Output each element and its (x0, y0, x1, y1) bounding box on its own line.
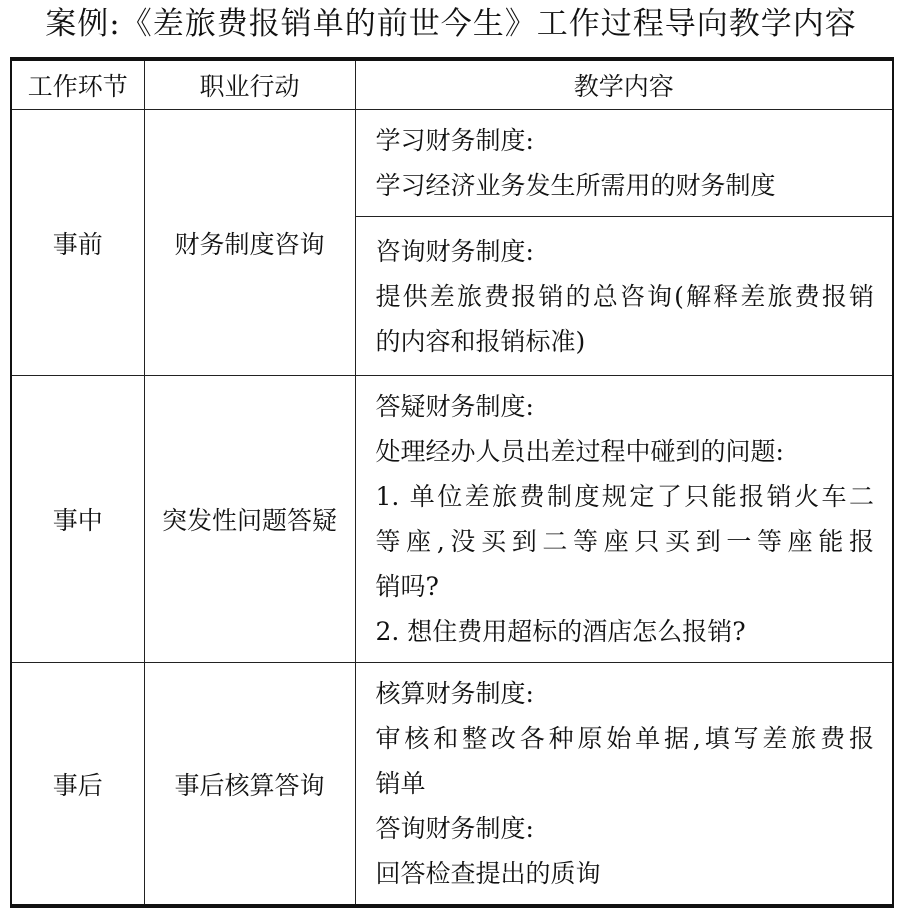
content-heading: 答询财务制度: (375, 814, 534, 843)
content-cell (355, 376, 893, 663)
content-heading: 核算财务制度: (375, 679, 534, 708)
content-line: 等座,没买到二等座只买到一等座能报 (375, 527, 874, 556)
content-line: 的内容和报销标准) (375, 326, 586, 356)
content-line: 销单 (375, 769, 426, 798)
table-row-after (11, 663, 893, 907)
stage-cell: 事后 (11, 663, 144, 907)
content-heading: 学习财务制度: (375, 126, 534, 155)
content-line: 回答检查提出的质询 (375, 859, 601, 888)
content-cell (355, 110, 893, 217)
table-row-before (11, 110, 893, 217)
content-cell (355, 663, 893, 907)
action-cell: 突发性问题答疑 (144, 376, 355, 663)
content-line: 审核和整改各种原始单据,填写差旅费报 (375, 724, 874, 753)
content-line: 2. 想住费用超标的酒店怎么报销? (375, 617, 746, 646)
header-action: 职业行动 (144, 59, 355, 110)
action-cell: 事后核算答询 (144, 663, 355, 907)
content-heading: 答疑财务制度: (375, 392, 534, 421)
content-line: 提供差旅费报销的总咨询(解释差旅费报销 (375, 281, 874, 311)
table-row-during (11, 376, 893, 663)
stage-cell: 事中 (11, 376, 144, 663)
header-stage: 工作环节 (11, 59, 144, 110)
stage-cell: 事前 (11, 110, 144, 376)
content-cell (355, 217, 893, 376)
teaching-content-table (10, 57, 894, 908)
content-line: 1. 单位差旅费制度规定了只能报销火车二 (375, 482, 874, 511)
content-line: 处理经办人员出差过程中碰到的问题: (375, 437, 784, 466)
header-content: 教学内容 (355, 59, 893, 110)
table-header-row (11, 59, 893, 110)
action-cell: 财务制度咨询 (144, 110, 355, 376)
page-title: 案例:《差旅费报销单的前世今生》工作过程导向教学内容 (45, 6, 857, 42)
content-heading: 咨询财务制度: (375, 236, 534, 266)
content-line: 销吗? (375, 572, 439, 601)
content-line: 学习经济业务发生所需用的财务制度 (375, 171, 776, 200)
